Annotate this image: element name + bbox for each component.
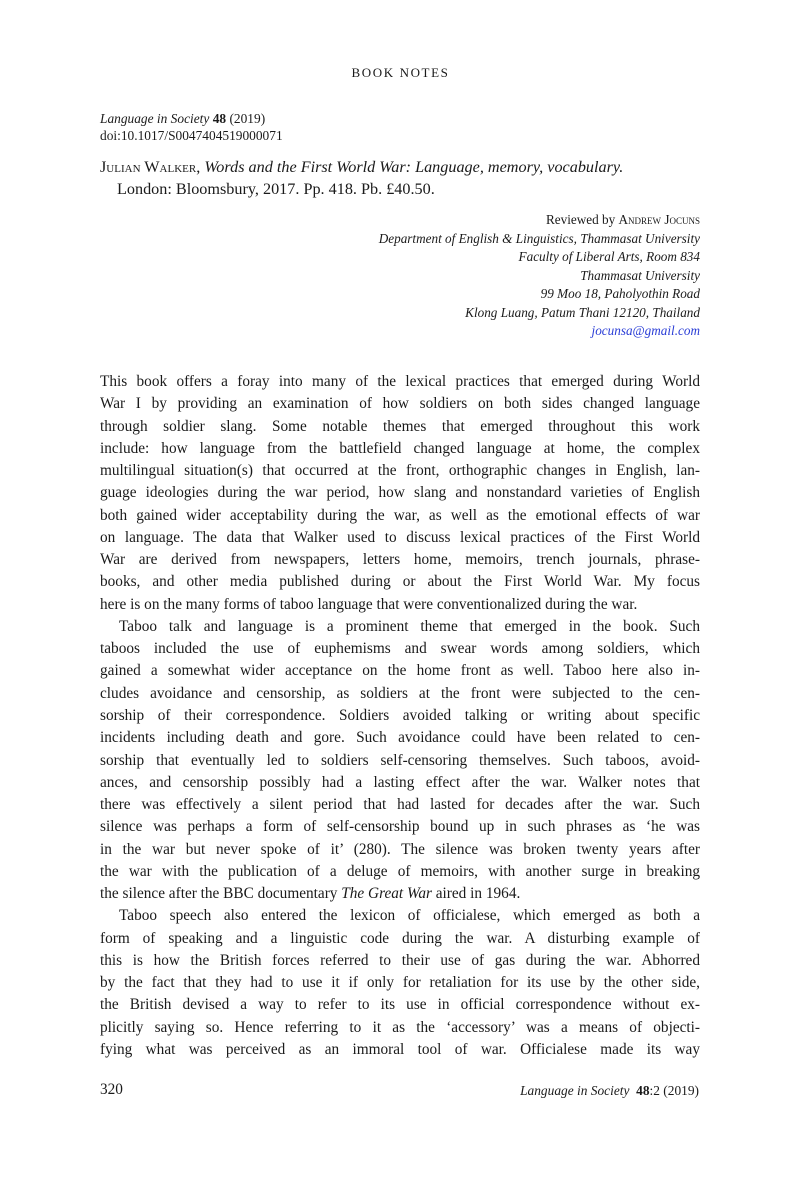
body-text-line: on language. The data that Walker used to discuss lexical practices of the First World <box>100 528 700 546</box>
body-text-line: plicitly saying so. Hence referring to it as the ‘accessory’ was a means of objecti- <box>100 1018 700 1036</box>
footer-journal <box>520 1083 699 1099</box>
journal-year: (2019) <box>229 111 266 126</box>
reviewer-address-line: Department of English & Linguistics, Thammasat University <box>378 230 700 246</box>
body-text-line: ances, and censorship possibly had a lasting effect after the war. Walker notes that <box>100 773 700 791</box>
book-author: Julian Walker <box>100 158 197 176</box>
reviewer-address-line: Faculty of Liberal Arts, Room 834 <box>518 249 700 264</box>
footer-issue-number: :2 (2019) <box>649 1083 699 1098</box>
reviewer-email-link[interactable]: jocunsa@gmail.com <box>591 323 700 338</box>
body-text-line: cludes avoidance and censorship, as soldiers at the front were subjected to the cen- <box>100 684 700 702</box>
body-text-line: guage ideologies during the war period, how slang and nonstandard varieties of English <box>100 484 700 502</box>
body-text-line: here is on the many forms of taboo language that were conventionalized during the war. <box>100 595 638 613</box>
body-text-line: silence was perhaps a form of self-censorship bound up in such phrases as ‘he was <box>100 818 700 836</box>
reviewer-address-line: Thammasat University <box>580 267 700 283</box>
body-text-line: Taboo speech also entered the lexicon of officialese, which emerged as both a <box>119 907 700 925</box>
text-segment: aired in 1964. <box>431 885 521 903</box>
reviewer-address-line: Klong Luang, Patum Thani 12120, Thailand <box>465 304 700 320</box>
body-text-line: sorship that eventually led to soldiers self-censoring themselves. Such taboos, avoid- <box>100 751 700 769</box>
review-body <box>100 371 700 1061</box>
body-text-line: This book offers a foray into many of the lexical practices that emerged during World <box>100 373 700 390</box>
body-text-line: this is how the British forces referred to their use of gas during the war. Abhorred <box>100 951 700 969</box>
running-head: BOOK NOTES <box>351 65 450 80</box>
body-text-line: the British devised a way to refer to its use in official correspondence without ex- <box>100 996 700 1014</box>
body-text-line: both gained wider acceptability during the war, as well as the emotional effects of war <box>100 506 700 524</box>
page-number: 320 <box>100 1081 123 1098</box>
body-text-line: there was effectively a silent period that had lasted for decades after the war. Such <box>100 796 700 814</box>
body-text-line: in the war but never spoke of it’ (280). The silence was broken twenty years after <box>100 840 700 858</box>
body-text-line: books, and other media published during or about the First World War. My focus <box>100 573 700 591</box>
body-text-line: War I by providing an examination of how soldiers on both sides changed language <box>100 395 700 413</box>
body-text-line: by the fact that they had to use it if only for retaliation for its use by the other side, <box>100 974 700 992</box>
book-publication: London: Bloomsbury, 2017. Pp. 418. Pb. £40.50. <box>117 180 435 198</box>
body-text-line: include: how language from the battlefield changed language at home, the complex <box>100 439 700 457</box>
body-text-line: War are derived from newspapers, letters home, memoirs, trench journals, phrase- <box>100 551 700 569</box>
footer-journal-name: Language in Society <box>520 1083 630 1098</box>
body-text-line: form of speaking and a linguistic code during the war. A disturbing example of <box>100 929 700 947</box>
reviewer-address-line: 99 Moo 18, Paholyothin Road <box>540 286 700 301</box>
body-text-line: gained a somewhat wider acceptance on the home front as well. Taboo here also in- <box>100 662 700 680</box>
body-text-line: incidents including death and gore. Such avoidance could have been related to cen- <box>100 729 700 747</box>
body-text-line: the war with the publication of a deluge of memoirs, with another surge in breaking <box>100 862 700 880</box>
journal-info <box>100 110 283 144</box>
body-text-line: multilingual situation(s) that occurred at the front, orthographic changes in English, lan- <box>100 462 700 480</box>
body-text-line: taboos included the use of euphemisms and swear words among soldiers, which <box>100 640 700 658</box>
book-reference: Julian Walker, Words and the First World War: Language, memory, vocabulary. London: Bloomsbury, 2017. Pp. 418. Pb. £40.50. <box>100 156 700 200</box>
book-title: Words and the First World War: Language, memory, vocabulary. <box>204 158 624 176</box>
reviewer-block <box>379 211 700 341</box>
documentary-title: The Great War <box>341 885 432 903</box>
journal-name: Language in Society <box>100 111 210 126</box>
body-text-line: Taboo talk and language is a prominent theme that emerged in the book. Such <box>119 617 700 635</box>
reviewed-by-label: Reviewed by <box>546 212 616 227</box>
reviewer-name: Andrew Jocuns <box>618 212 700 227</box>
journal-volume: 48 <box>212 111 227 126</box>
doi: doi:10.1017/S0047404519000071 <box>100 128 283 143</box>
text-segment: the silence after the BBC documentary <box>100 885 342 903</box>
footer-issue-volume: 48 <box>636 1083 650 1098</box>
body-text-line: through soldier slang. Some notable themes that emerged throughout this work <box>100 417 700 435</box>
body-text-line: fying what was perceived as an immoral tool of war. Officialese made its way <box>100 1040 700 1058</box>
body-text-line: sorship of their correspondence. Soldiers avoided talking or writing about specific <box>100 706 700 724</box>
body-text-line <box>100 883 700 905</box>
